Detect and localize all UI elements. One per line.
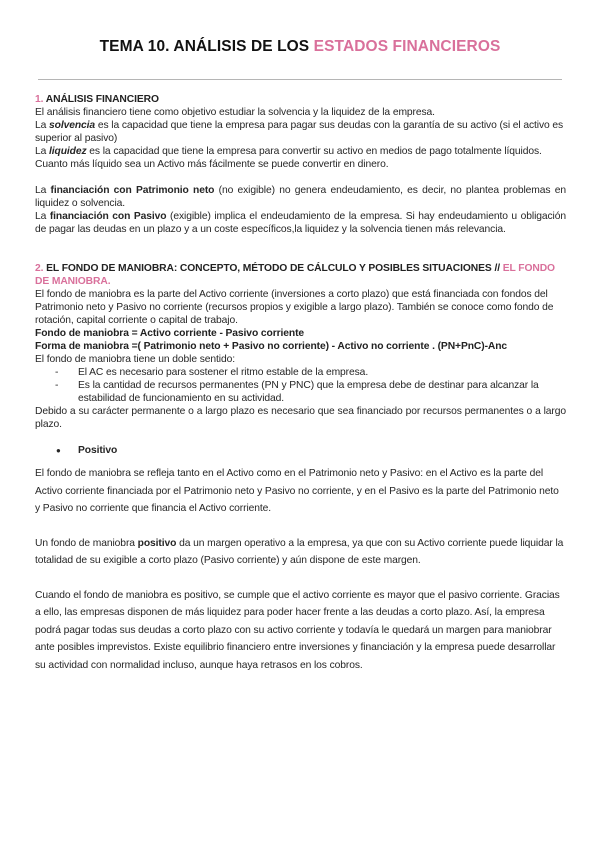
list-item: - Es la cantidad de recursos permanentes (PN y PNC) que la empresa debe de destinar para alcanzar la estabilidad de funcionamiento en su actividad.: [35, 379, 566, 405]
section-2-title: EL FONDO DE MANIOBRA: CONCEPTO, MÉTODO DE CÁLCULO Y POSIBLES SITUACIONES //: [46, 263, 503, 274]
term-financiacion-pasivo: financiación con Pasivo: [49, 211, 167, 222]
s2-paragraph-3: Debido a su carácter permanente o a largo plazo es necesario que sea financiado por recursos permanentes o a largo plazo.: [35, 406, 566, 430]
formula-1: Fondo de maniobra = Activo corriente - Pasivo corriente: [35, 328, 305, 339]
s1-paragraph-pasivo: La financiación con Pasivo (exigible) implica el endeudamiento de la empresa. Si hay endeudamiento u obligación de pagar las deudas en un plazo y a un coste específicos,la liquidez y la solvencia tienen más relevancia.: [35, 211, 566, 235]
positivo-bullet: ● Positivo: [35, 444, 566, 457]
positivo-paragraph-1: El fondo de maniobra se refleja tanto en el Activo como en el Patrimonio neto y Pasivo: en el Activo es la parte del Activo corriente financiada por el Patrimonio neto y Pasivo no corriente, y en el Pasivo es la parte del Patrimonio neto y Pasivo no corriente que financia el Activo corriente.: [35, 468, 559, 514]
title-accent: ESTADOS FINANCIEROS: [313, 38, 501, 55]
list-item: - El AC es necesario para sostener el ritmo estable de la empresa.: [35, 366, 566, 379]
term-financiacion-patrimonio: financiación con Patrimonio neto: [50, 185, 215, 196]
s2-paragraph-1: El fondo de maniobra es la parte del Activo corriente (inversiones a corto plazo) que está financiada con fondos del Patrimonio neto y Pasivo no corriente (recursos propios y exigible a largo plazo). También se conoce como fondo de rotación, capital corriente o capital de trabajo.: [35, 289, 554, 326]
s1-paragraph-patrimonio: La financiación con Patrimonio neto (no exigible) no genera endeudamiento, es decir, no plantea problemas en liquidez o solvencia.: [35, 185, 566, 209]
formula-2: Forma de maniobra =( Patrimonio neto + Pasivo no corriente) - Activo no corriente . (PN+PnC)-Anc: [35, 341, 508, 352]
section-2-number: 2.: [35, 263, 44, 274]
s1-paragraph-liquidez: La liquidez es la capacidad que tiene la empresa para convertir su activo en medios de pago totalmente líquidos. Cuanto más líquido sea un Activo más fácilmente se puede convertir en dinero.: [35, 146, 542, 170]
title-main: TEMA 10. ANÁLISIS DE LOS: [99, 38, 314, 55]
positivo-paragraph-2: Un fondo de maniobra positivo da un margen operativo a la empresa, ya que con su Activo corriente puede liquidar la totalidad de su exigible a corto plazo (Pasivo corriente) y aún dispone de este margen.: [35, 537, 564, 566]
section-2-title-accent: EL FONDO DE MANIOBRA.: [35, 263, 555, 287]
section-1-heading: [35, 93, 566, 106]
s1-paragraph-1: El análisis financiero tiene como objetivo estudiar la solvencia y la liquidez de la empresa.: [35, 107, 435, 118]
section-1-number: 1.: [35, 94, 44, 105]
section-2-heading: [35, 262, 566, 288]
page-title: [0, 38, 600, 56]
document-body: [35, 93, 566, 674]
title-divider: [38, 79, 562, 80]
term-liquidez: liquidez: [49, 146, 87, 157]
positivo-paragraph-3: Cuando el fondo de maniobra es positivo, se cumple que el activo corriente es mayor que el pasivo corriente. Gracias a ello, las empresas disponen de más liquidez para poder hacer frente a las deudas a corto plazo. Así, la empresa podrá pagar todas sus deudas a corto plazo con su activo corriente y todavía le quedará un margen para maniobrar ante posibles imprevistos. Existe equilibrio financiero entre inversiones y financiación y la empresa puede desarrollar su actividad con normalidad incluso, aunque haya retrasos en los cobros.: [35, 589, 560, 671]
doble-sentido-list: [35, 366, 566, 405]
s1-paragraph-solvencia: La solvencia es la capacidad que tiene la empresa para pagar sus deudas con la garantía de su activo (si el activo es superior al pasivo): [35, 120, 564, 144]
s2-paragraph-2: El fondo de maniobra tiene un doble sentido:: [35, 354, 235, 365]
section-1-title: ANÁLISIS FINANCIERO: [45, 94, 159, 105]
term-solvencia: solvencia: [49, 120, 96, 131]
term-positivo: positivo: [137, 537, 177, 549]
